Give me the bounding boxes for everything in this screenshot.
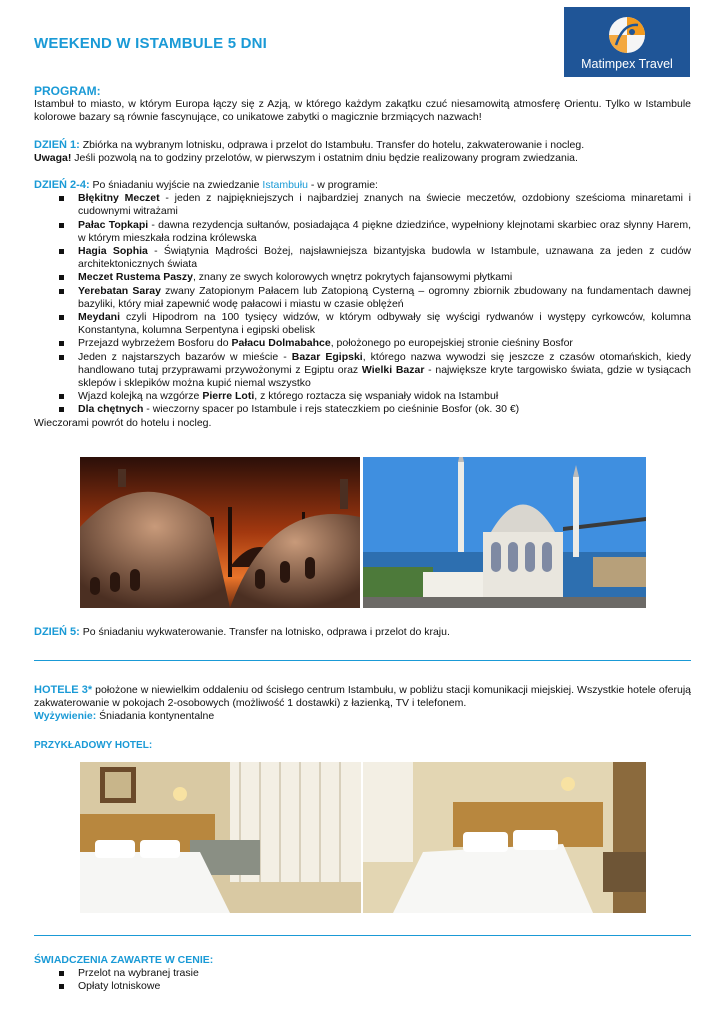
list-item: Hagia Sophia - Świątynia Mądrości Bożej, najsławniejsza bizantyjska budowla w Istambule, uznawana za jeden z cudów architektonicznych świata <box>34 245 691 271</box>
day5-text: Po śniadaniu wykwaterowanie. Transfer na lotnisko, odprawa i przelot do kraju. <box>82 626 450 638</box>
day24-city: Istambułu <box>262 179 308 192</box>
list-item: Przejazd wybrzeżem Bosforu do Pałacu Dolmabahce, położonego po europejskiej stronie cieśniny Bosfor <box>34 337 691 350</box>
included-heading: ŚWIADCZENIA ZAWARTE W CENIE: <box>34 954 214 966</box>
day1-text: Zbiórka na wybranym lotnisku, odprawa i przelot do Istambułu. Transfer do hotelu, zakwaterowanie i nocleg. <box>82 138 585 151</box>
list-item: Pałac Topkapi - dawna rezydencja sułtanów, posiadająca 4 piękne dziedzińce, wypełniony klejnotami skarbiec oraz słynny Harem, w którym mieszkała rodzina królewska <box>34 219 691 245</box>
meal-paragraph <box>34 710 691 723</box>
sightseeing-list <box>34 192 691 416</box>
divider <box>34 935 691 936</box>
page-title: WEEKEND W ISTAMBULE 5 DNI <box>34 35 268 52</box>
day24-post: - w programie: <box>310 179 378 192</box>
day24-paragraph <box>34 179 691 192</box>
list-item: Meydani czyli Hipodrom na 100 tysięcy widzów, w którym odbywały się wyścigi rydwanów i występy cyrkowców, kolumna Konstantyna, kolumna Serpentyna i egipski obelisk <box>34 311 691 337</box>
hotel-label: HOTELE 3* <box>34 684 93 696</box>
evening-text: Wieczorami powrót do hotelu i nocleg. <box>34 416 212 429</box>
hotel-paragraph <box>34 684 691 710</box>
program-intro: Istambuł to miasto, w którym Europa łączy się z Azją, w którego każdym zakątku czuć niesamowitą atmosferę Orientu. Tylko w Istambule kolorowe bazary są równie fascynujące, co unikatowe zabytki o magicznie brzmiących nazwach! <box>34 98 691 124</box>
included-list <box>34 967 691 993</box>
photo-hagia-sophia-domes <box>80 457 360 608</box>
logo-globe-icon <box>607 15 647 55</box>
example-hotel-label: PRZYKŁADOWY HOTEL: <box>34 739 153 751</box>
list-item: Meczet Rustema Paszy, znany ze swych kolorowych wnętrz pokrytych fajansowymi płytkami <box>34 271 691 284</box>
hotel-section <box>34 684 691 752</box>
meal-label: Wyżywienie: <box>34 710 97 723</box>
included-section <box>34 954 691 994</box>
logo <box>564 7 690 77</box>
program-heading: PROGRAM: <box>34 84 101 98</box>
photo-hotel-room-2 <box>363 762 646 913</box>
note-paragraph <box>34 152 691 165</box>
program-section <box>34 85 691 430</box>
list-item: Yerebatan Saray zwany Zatopionym Pałacem lub Zatopioną Cysterną – ogromny zbiornik zbudowany na fundamentach dawnej bazyliki, który miał zapewnić wodę pałacowi i miastu w czasie oblężeń <box>34 285 691 311</box>
list-item: Przelot na wybranej trasie <box>34 967 691 980</box>
day24-pre: Po śniadaniu wyjście na zwiedzanie <box>92 179 260 192</box>
list-item: Jeden z najstarszych bazarów w mieście - Bazar Egipski, którego nazwa wywodzi się jeszcze z czasów otomańskich, kiedy handlowano tutaj przyprawami przywożonymi z Egiptu oraz Wielki Bazar - największe kryte targowisko świata, gdzie w tysiącach sklepów i sklepików można kupić niemal wszystko <box>34 351 691 391</box>
day1-label: DZIEŃ 1: <box>34 138 80 151</box>
photo-ortakoy-mosque <box>363 457 646 608</box>
day5-label: DZIEŃ 5: <box>34 626 80 638</box>
list-item: Wjazd kolejką na wzgórze Pierre Loti, z którego roztacza się wspaniały widok na Istambuł <box>34 390 691 403</box>
day24-label: DZIEŃ 2-4: <box>34 179 90 192</box>
logo-text: Matimpex Travel <box>581 56 673 71</box>
meal-text: Śniadania kontynentalne <box>96 710 215 723</box>
hotel-text: położone w niewielkim oddaleniu od ścisłego centrum Istambułu, w pobliżu stacji komunikacji miejskiej. Wszystkie hotele oferują zakwaterowanie w pokojach 2-osobowych (możliwość 1 dostawki) z łazienką, TV i telefonem. <box>34 684 691 710</box>
list-item: Opłaty lotniskowe <box>34 980 691 993</box>
note-text: Jeśli pozwolą na to godziny przelotów, w pierwszym i ostatnim dniu będzie realizowany program zwiedzania. <box>74 151 578 164</box>
list-item: Dla chętnych - wieczorny spacer po Istambule i rejs stateczkiem po cieśninie Bosfor (ok. 30 €) <box>34 403 691 416</box>
divider <box>34 660 691 661</box>
day1-paragraph <box>34 139 691 152</box>
photo-hotel-room-1 <box>80 762 361 913</box>
note-label: Uwaga! <box>34 151 72 164</box>
list-item: Błękitny Meczet - jeden z najpiękniejszych i najbardziej znanych na świecie meczetów, ozdobiony sześcioma minaretami i cudownymi witrażami <box>34 192 691 218</box>
day5-paragraph <box>34 626 691 639</box>
